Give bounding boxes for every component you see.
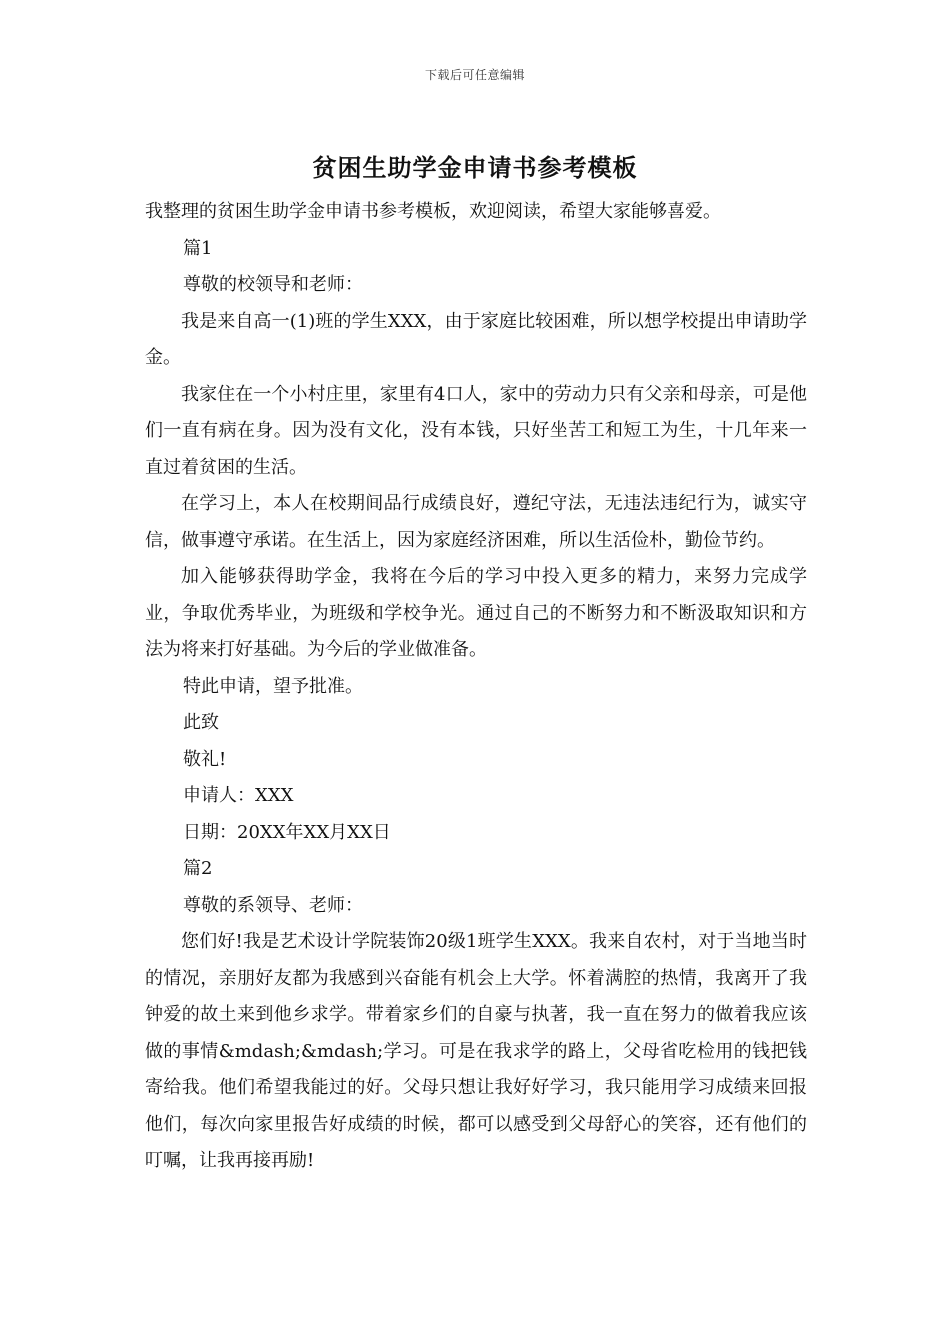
part1-salutation: 尊敬的校领导和老师： [183,274,363,295]
document-title: 贫困生助学金申请书参考模板 [312,153,638,182]
part2-paragraph: 您们好!我是艺术设计学院装饰20级1班学生XXX。我来自农村，对于当地当时的情况，亲朋好友都为我感到兴奋能有机会上大学。怀着满腔的热情，我离开了我钟爱的故土来到他乡求学。带着家乡们的自豪与执著，我一直在努力的做着我应该做的事情&mdash;&mdash;学习。可是在我求学的路上，父母省吃检用的钱把钱寄给我。他们希望我能过的好。父母只想让我好好学习，我只能用学习成绩来回报他们，每次向家里报告好成绩的时候，都可以感受到父母舒心的笑容，还有他们的叮嘱，让我再接再励! [145,931,807,1171]
document-body [145,194,807,1180]
part2-heading: 篇2 [183,858,213,879]
part1-applicant: 申请人：XXX [183,785,294,806]
part1-cizhi: 此致 [183,712,219,733]
part1-jingli: 敬礼! [183,748,227,770]
part1-paragraph: 在学习上，本人在校期间品行成绩良好，遵纪守法，无违法违纪行为，诚实守信，做事遵守承诺。在生活上，因为家庭经济困难，所以生活俭朴，勤俭节约。 [145,493,807,551]
header-note: 下载后可任意编辑 [424,68,525,82]
part1-closing: 特此申请，望予批准。 [183,675,363,697]
part1-paragraph: 加入能够获得助学金，我将在今后的学习中投入更多的精力，来努力完成学业，争取优秀毕业，为班级和学校争光。通过自己的不断努力和不断汲取知识和方法为将来打好基础。为今后的学业做准备。 [145,566,807,660]
part1-paragraph: 我家住在一个小村庄里，家里有4口人，家中的劳动力只有父亲和母亲，可是他们一直有病在身。因为没有文化，没有本钱，只好坐苦工和短工为生，十几年来一直过着贫困的生活。 [145,383,807,478]
part2-salutation: 尊敬的系领导、老师： [183,894,363,916]
part1-date: 日期：20XX年XX月XX日 [183,821,391,843]
part1-heading: 篇1 [183,237,213,259]
part1-paragraph: 我是来自高一(1)班的学生XXX，由于家庭比较困难，所以想学校提出申请助学金。 [145,310,807,368]
intro-paragraph: 我整理的贫困生助学金申请书参考模板，欢迎阅读，希望大家能够喜爱。 [145,201,721,222]
